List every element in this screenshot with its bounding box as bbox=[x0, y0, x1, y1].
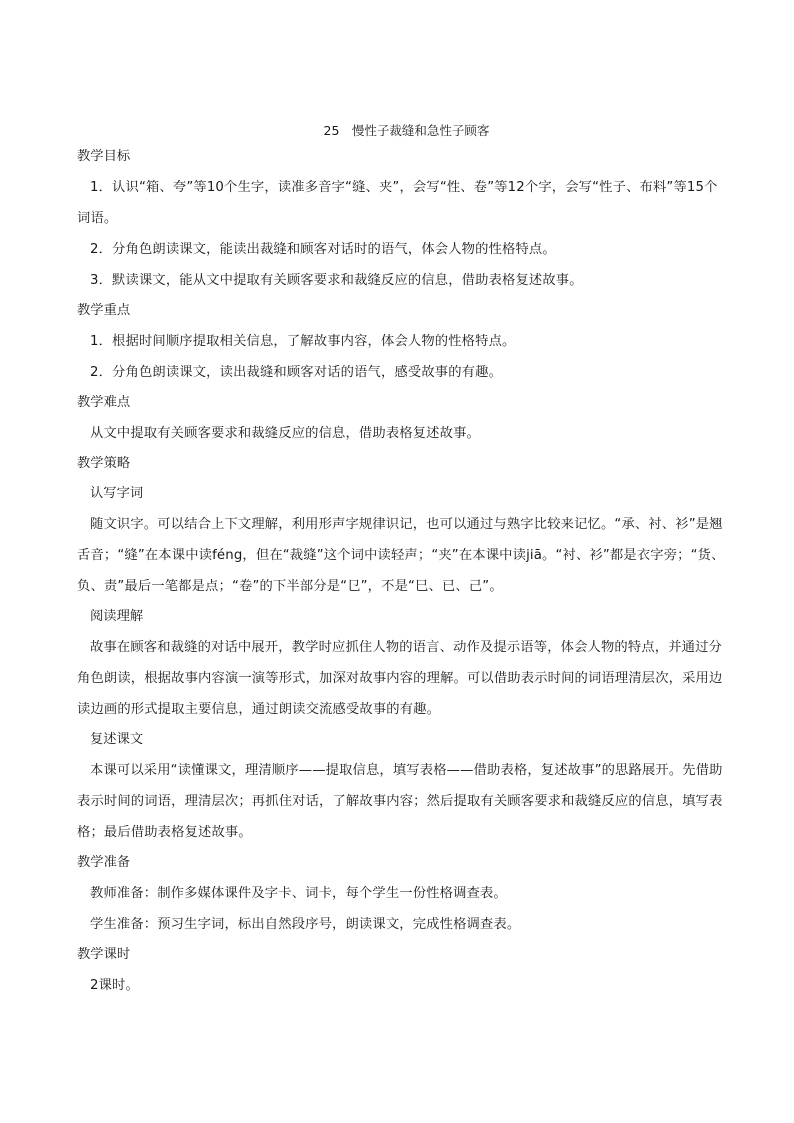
objective-2: 2．分角色朗读课文，能读出裁缝和顾客对话时的语气，体会人物的性格特点。 bbox=[90, 242, 556, 257]
strategy-reading-text: 故事在顾客和裁缝的对话中展开，教学时应抓住人物的语言、动作及提示语等，体会人物的特点，并通过分角色朗读，根据故事内容演一演等形式，加深对故事内容的理解。可以借助表示时间的词语理清层次，采用边读边画的形式提取主要信息，通过朗读交流感受故事的有趣。 bbox=[77, 640, 723, 717]
subheading-characters: 认写字词 bbox=[90, 486, 144, 501]
objective-3: 3．默读课文，能从文中提取有关顾客要求和裁缝反应的信息，借助表格复述故事。 bbox=[90, 273, 583, 288]
strategy-retelling-text: 本课可以采用“读懂课文，理清顺序——提取信息，填写表格——借助表格，复述故事”的思路展开。先借助表示时间的词语，理清层次；再抓住对话，了解故事内容；然后提取有关顾客要求和裁缝反应的信息，填写表格；最后借助表格复述故事。 bbox=[77, 763, 723, 840]
key-point-2: 2．分角色朗读课文，读出裁缝和顾客对话的语气，感受故事的有趣。 bbox=[90, 365, 503, 380]
section-heading-periods: 教学课时 bbox=[77, 947, 131, 962]
preparation-teacher: 教师准备：制作多媒体课件及字卡、词卡，每个学生一份性格调查表。 bbox=[90, 886, 507, 901]
section-heading-objectives: 教学目标 bbox=[77, 149, 131, 164]
subheading-reading: 阅读理解 bbox=[90, 609, 144, 624]
difficulty-1: 从文中提取有关顾客要求和裁缝反应的信息，借助表格复述故事。 bbox=[90, 426, 480, 441]
section-heading-difficulties: 教学难点 bbox=[77, 395, 131, 410]
preparation-student: 学生准备：预习生字词，标出自然段序号，朗读课文，完成性格调查表。 bbox=[90, 917, 521, 932]
section-heading-key-points: 教学重点 bbox=[77, 303, 131, 318]
key-point-1: 1．根据时间顺序提取相关信息，了解故事内容，体会人物的性格特点。 bbox=[90, 334, 516, 349]
section-heading-strategies: 教学策略 bbox=[77, 456, 131, 471]
page-title: 25 慢性子裁缝和急性子顾客 bbox=[323, 123, 490, 138]
section-heading-preparation: 教学准备 bbox=[77, 855, 131, 870]
subheading-retelling: 复述课文 bbox=[90, 732, 144, 747]
objective-1: 1．认识“箱、夸”等10个生字，读准多音字“缝、夹”，会写“性、卷”等12个字，会写“性子、布料”等15个词语。 bbox=[77, 180, 718, 226]
strategy-characters-text: 随文识字。可以结合上下文理解，利用形声字规律识记，也可以通过与熟字比较来记忆。“承、衬、衫”是翘舌音；“缝”在本课中读féng，但在“裁缝”这个词中读轻声；“夹”在本课中读jiā。“衬、衫”都是衣字旁；“货、负、责”最后一笔都是点；“卷”的下半部分是“㔾”，不是“巳、已、己”。 bbox=[77, 517, 725, 594]
periods-text: 2课时。 bbox=[90, 978, 139, 993]
